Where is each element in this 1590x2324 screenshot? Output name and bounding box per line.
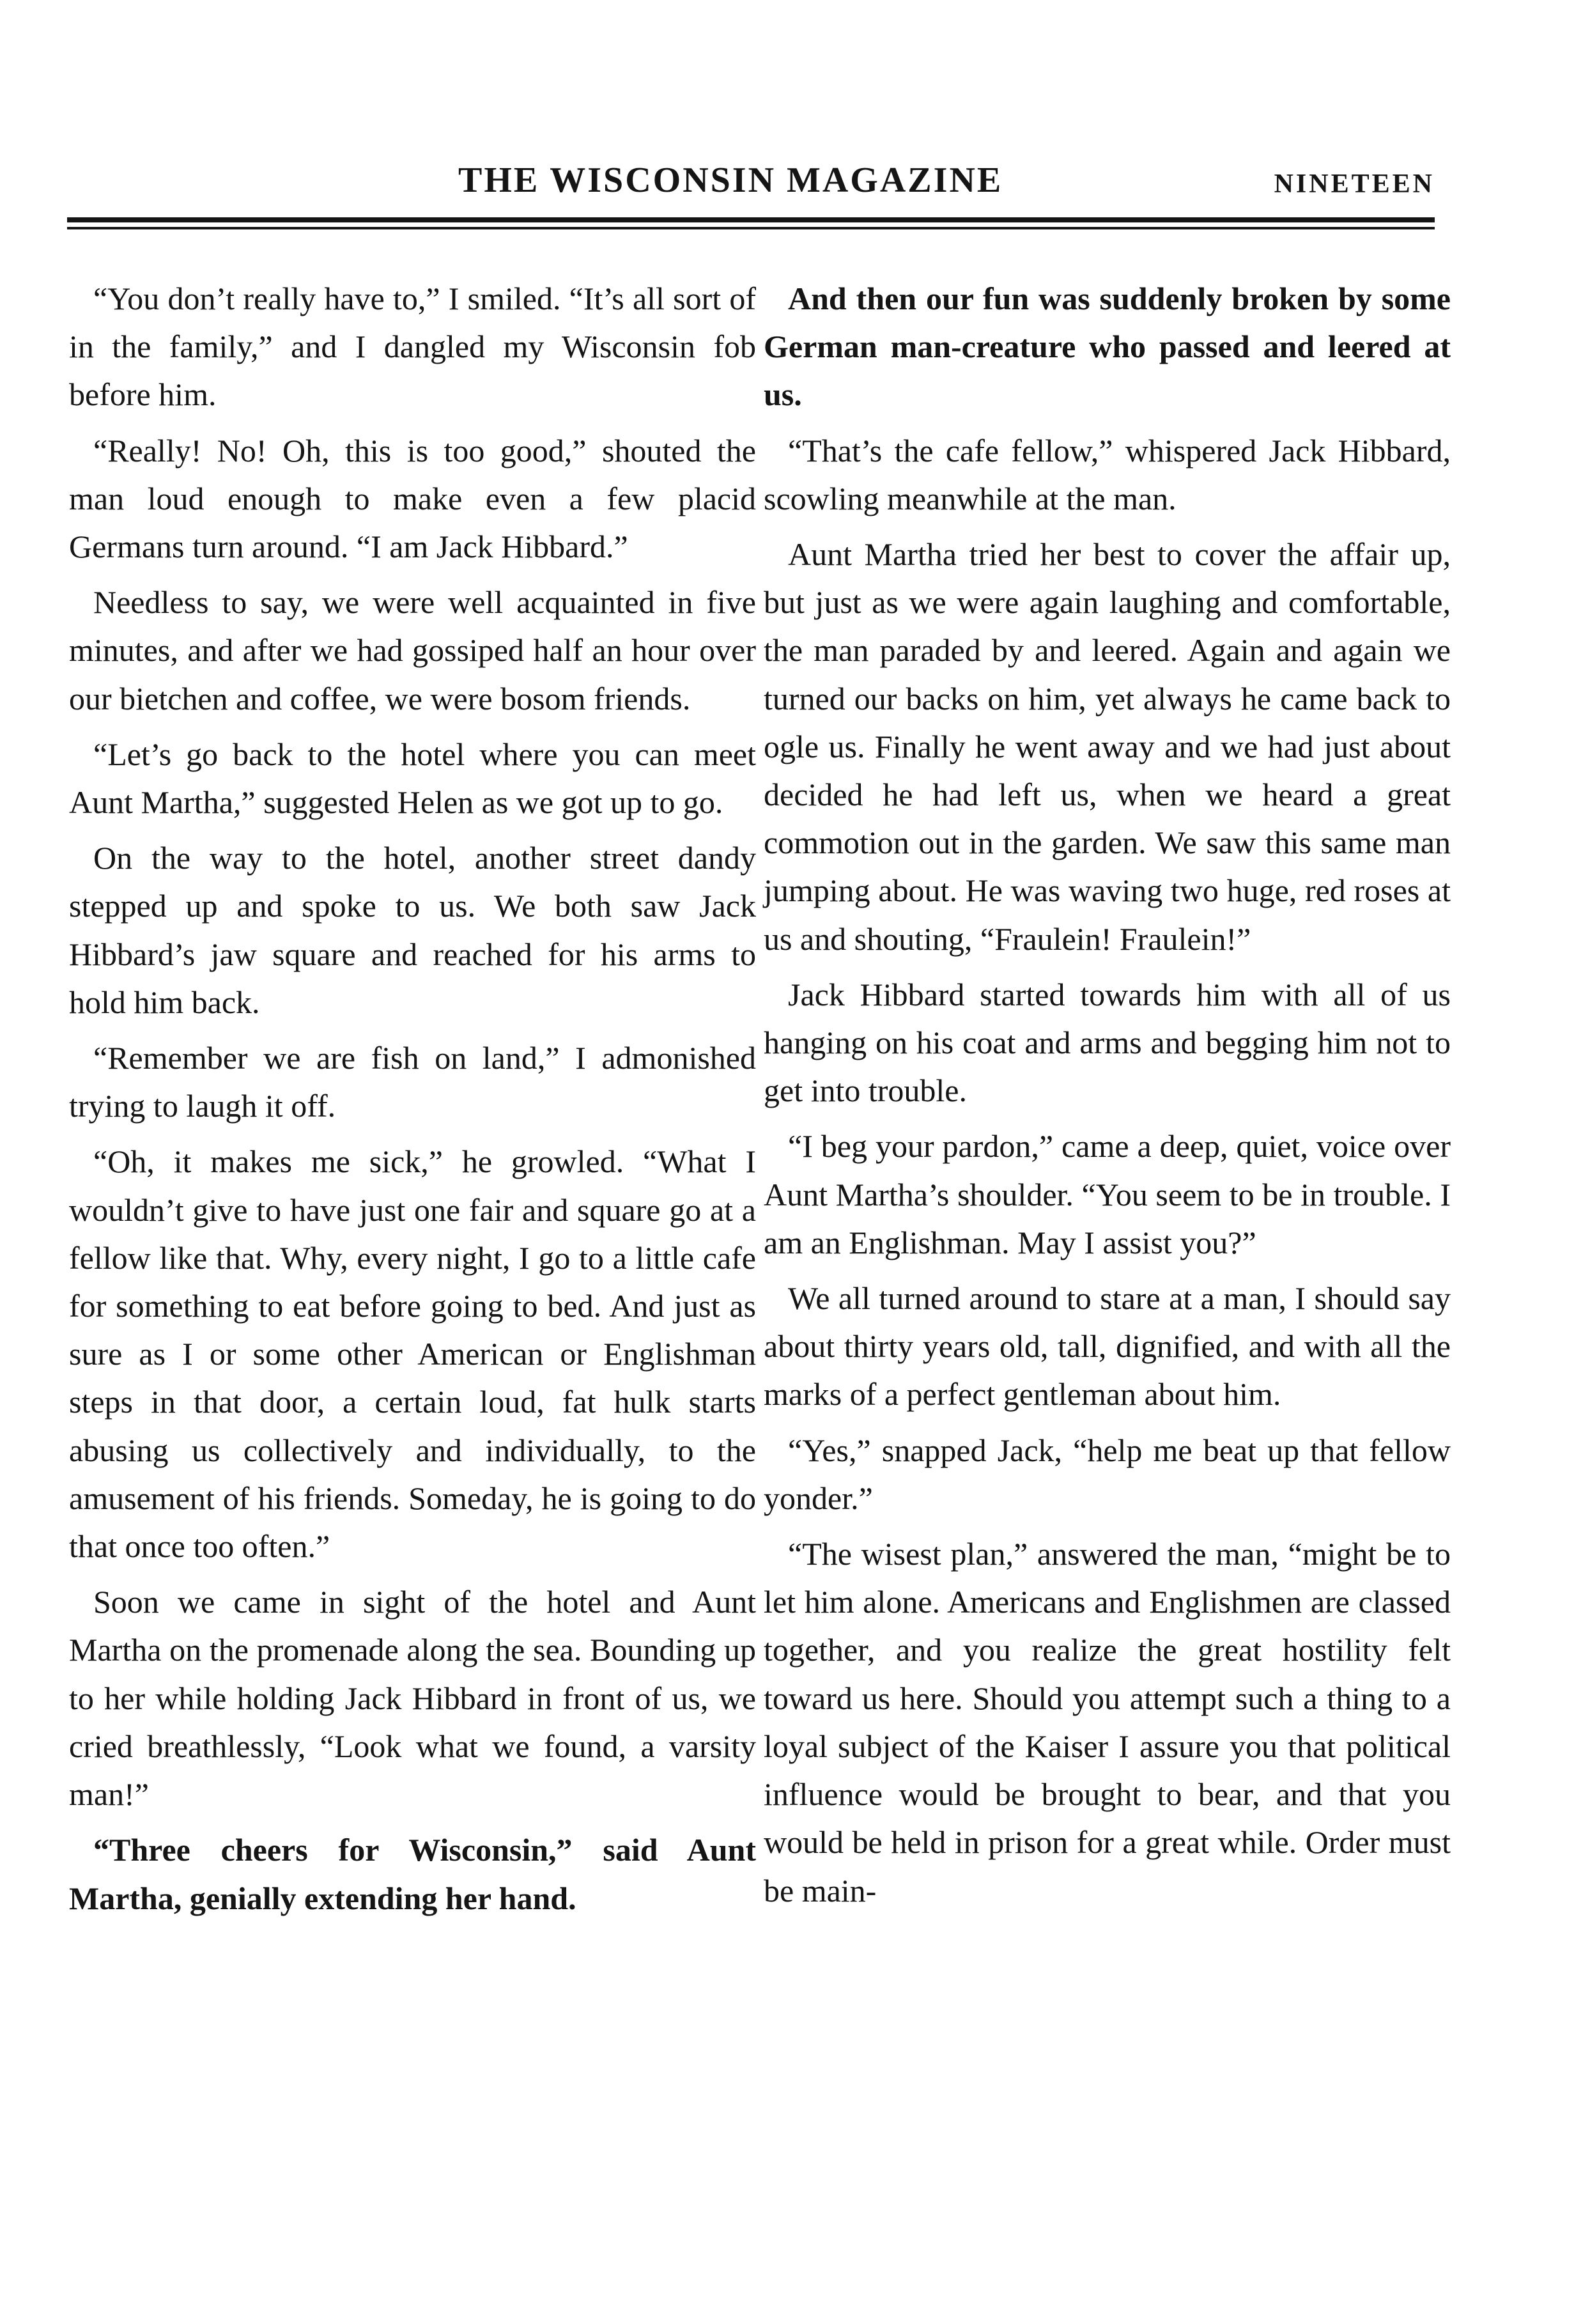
page-header [67, 160, 1435, 211]
paragraph: On the way to the hotel, another street dandy stepped up and spoke to us. We both saw Jack Hibbard’s jaw square and reached for his arms to hold him back. [69, 840, 756, 1020]
paragraph: “The wisest plan,” answered the man, “might be to let him alone. Americans and Englishmen are classed together, and you realize the great hostility felt toward us here. Should you attempt such a thing to a loyal subject of the Kaiser I assure you that political influence would be brought to bear, and that you would be held in prison for a great while. Order must be main- [764, 1536, 1451, 1909]
paragraph: “I beg your pardon,” came a deep, quiet, voice over Aunt Martha’s shoulder. “You seem to be in trouble. I am an Englishman. May I assist you?” [764, 1128, 1451, 1260]
paragraph: “Remember we are fish on land,” I admonished trying to laugh it off. [69, 1040, 756, 1124]
paragraph: “That’s the cafe fellow,” whispered Jack Hibbard, scowling meanwhile at the man. [764, 432, 1451, 516]
paragraph: “Oh, it makes me sick,” he growled. “What I wouldn’t give to have just one fair and square go at a fellow like that. Why, every night, I go to a little cafe for something to eat before going to bed. And just as sure as I or some other American or Englishman steps in that door, a certain loud, fat hulk starts abusing us collectively and individually, to the amusement of his friends. Someday, he is going to do that once too often.” [69, 1143, 756, 1565]
paragraph: “Let’s go back to the hotel where you can meet Aunt Martha,” suggested Helen as we got up to go. [69, 736, 756, 821]
right-column [764, 275, 1451, 1923]
left-column [69, 275, 756, 1930]
header-rule-thin [67, 227, 1435, 229]
paragraph: Needless to say, we were well acquainted in five minutes, and after we had gossiped half an hour over our bietchen and coffee, we were bosom friends. [69, 584, 756, 717]
page-number: NINETEEN [1274, 169, 1435, 199]
paragraph: “Yes,” snapped Jack, “help me beat up that fellow yonder.” [764, 1432, 1451, 1516]
paragraph: “Really! No! Oh, this is too good,” shouted the man loud enough to make even a few placid Germans turn around. “I am Jack Hibbard.” [69, 432, 756, 565]
header-rule-thick [67, 217, 1435, 222]
paragraph: Jack Hibbard started towards him with all of us hanging on his coat and arms and begging him not to get into trouble. [764, 976, 1451, 1109]
paragraph: “You don’t really have to,” I smiled. “It’s all sort of in the family,” and I dangled my Wisconsin fob before him. [69, 281, 756, 413]
paragraph: We all turned around to stare at a man, I should say about thirty years old, tall, dignified, and with all the marks of a perfect gentleman about him. [764, 1280, 1451, 1413]
paragraph: “Three cheers for Wisconsin,” said Aunt Martha, genially extending her hand. [69, 1832, 756, 1916]
magazine-title: THE WISCONSIN MAGAZINE [458, 160, 1003, 200]
paragraph: Aunt Martha tried her best to cover the affair up, but just as we were again laughing and comfortable, the man paraded by and leered. Again and again we turned our backs on him, yet always he came back to ogle us. Finally he went away and we had just about decided he had left us, when we heard a great commotion out in the garden. We saw this same man jumping about. He was waving two huge, red roses at us and shouting, “Fraulein! Fraulein!” [764, 536, 1451, 957]
paragraph: Soon we came in sight of the hotel and Aunt Martha on the promenade along the sea. Bounding up to her while holding Jack Hibbard in front of us, we cried breathlessly, “Look what we found, a varsity man!” [69, 1584, 756, 1813]
paragraph: And then our fun was suddenly broken by some German man-creature who passed and leered at us. [764, 281, 1451, 413]
